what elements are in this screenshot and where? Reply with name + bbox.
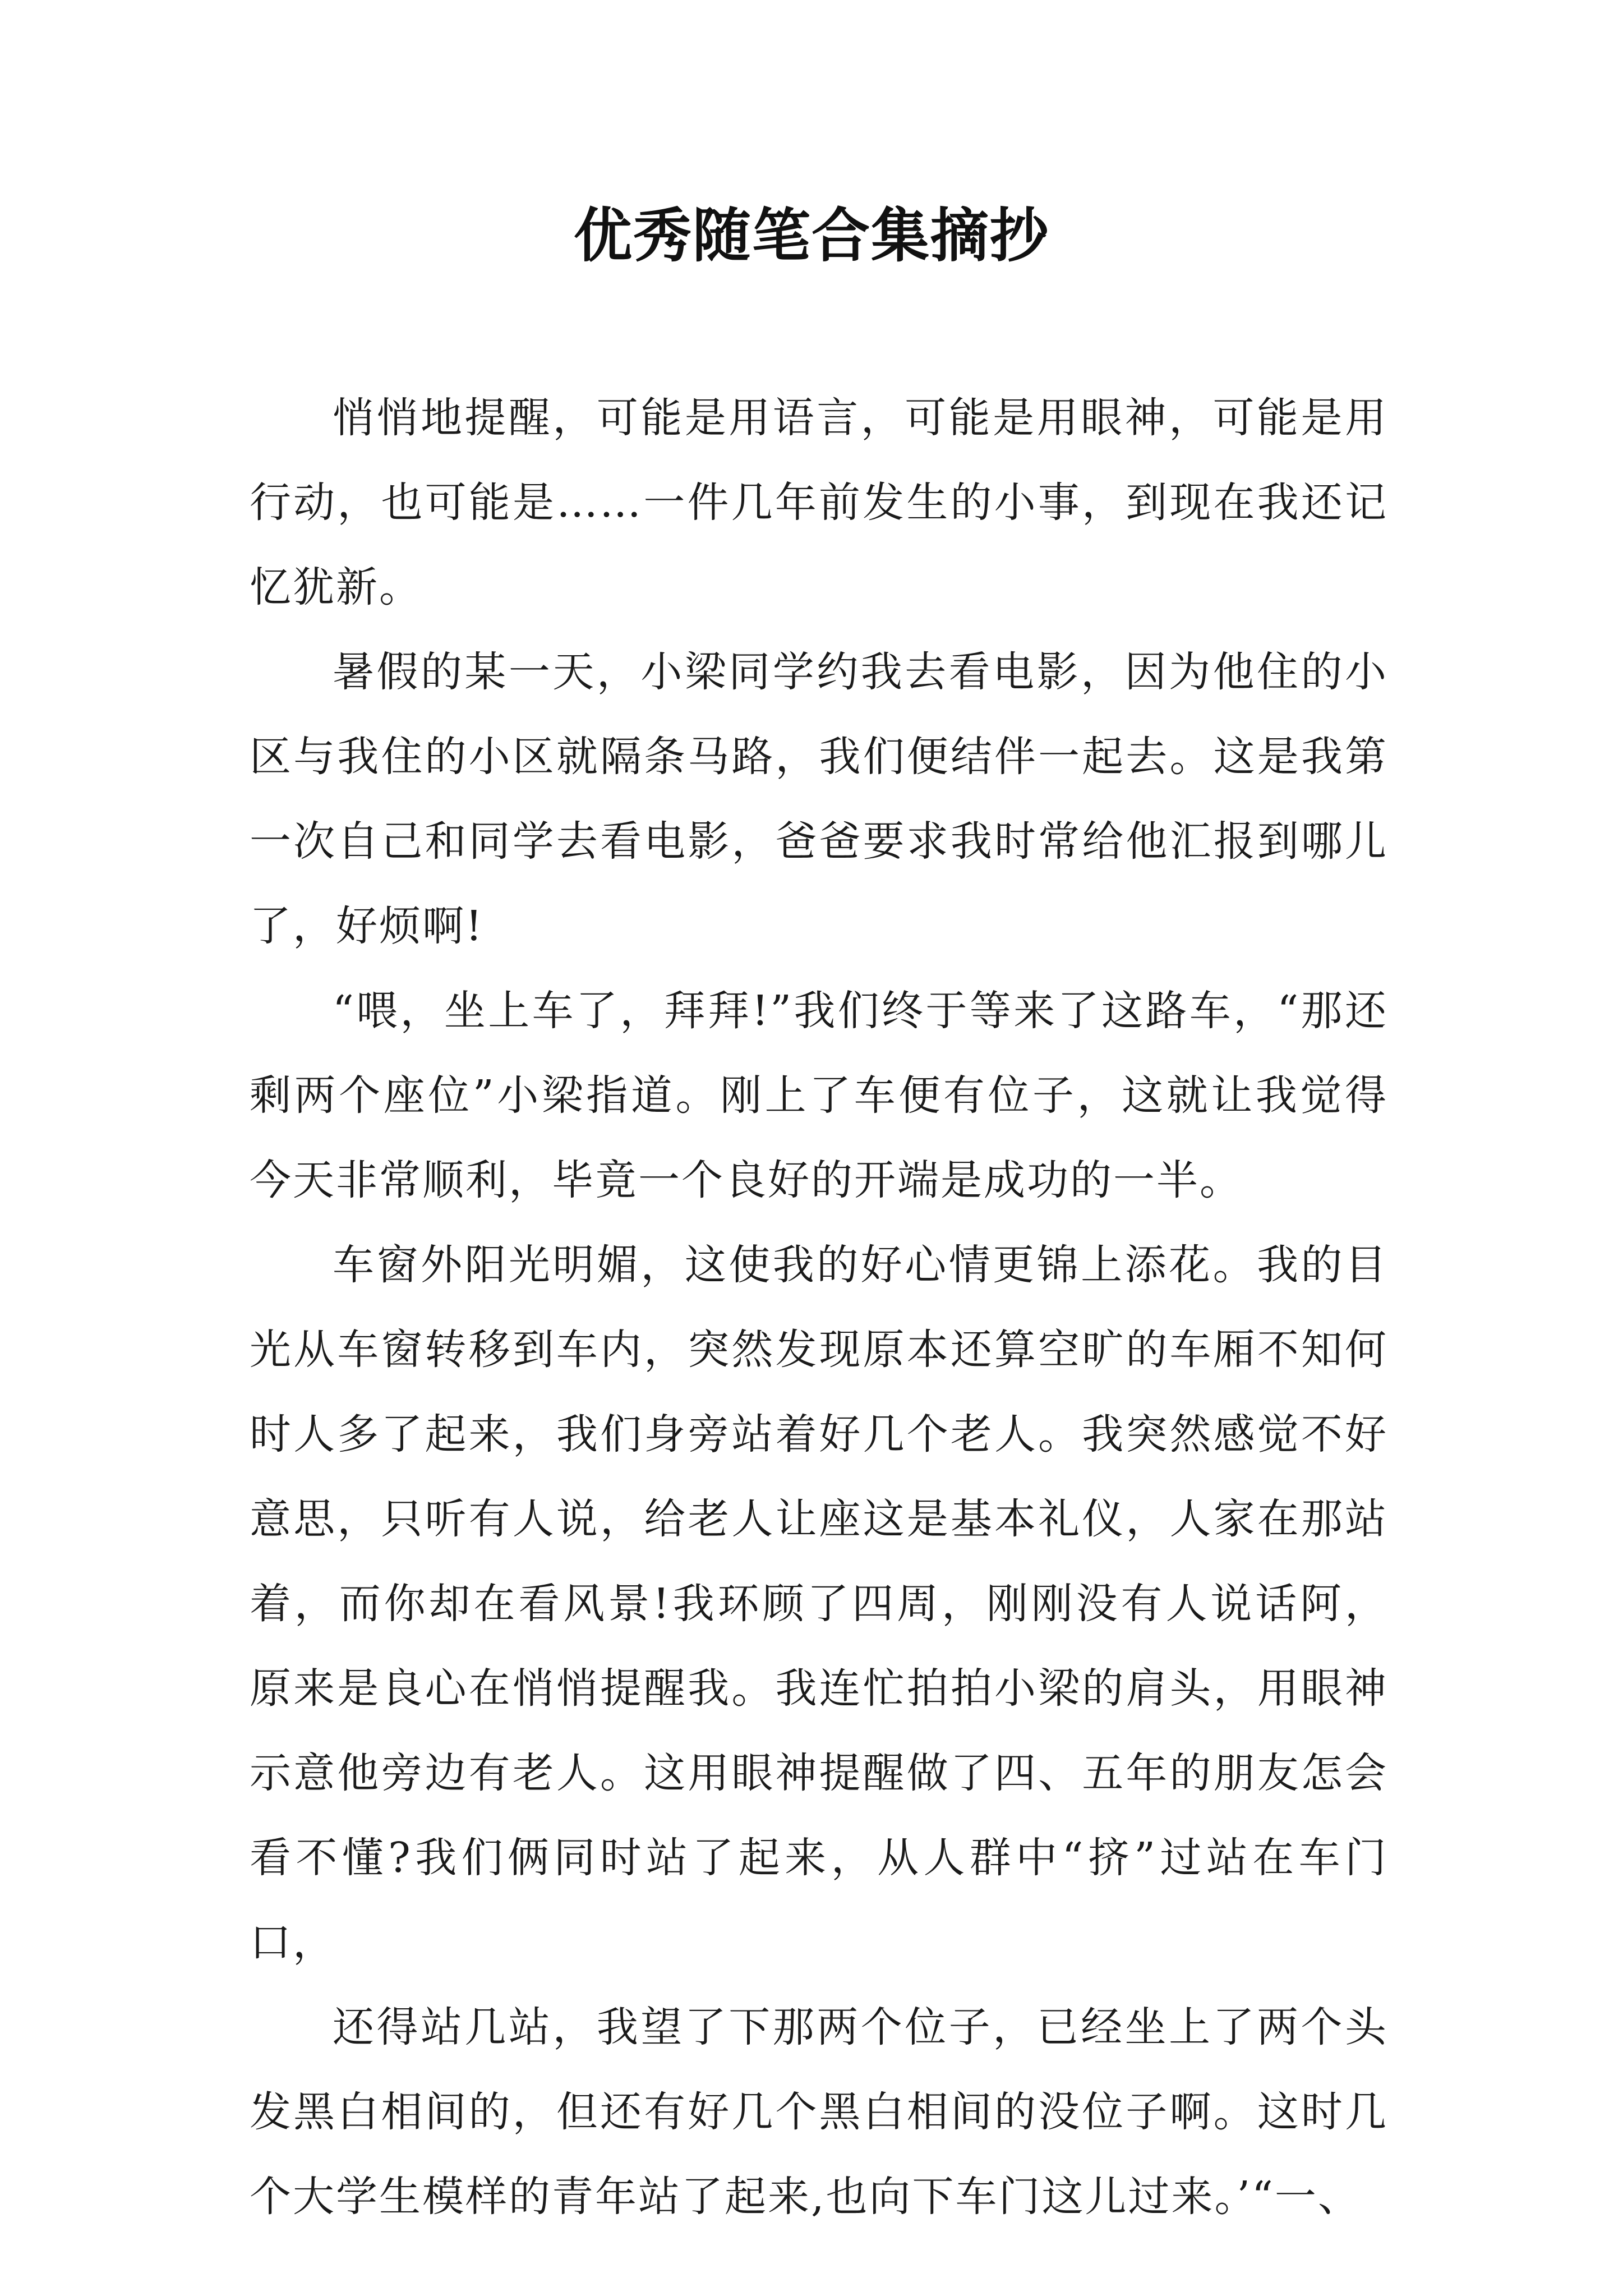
- paragraph-4: 车窗外阳光明媚，这使我的好心情更锦上添花。我的目光从车窗转移到车内，突然发现原本还算空旷的车厢不知何时人多了起来，我们身旁站着好几个老人。我突然感觉不好意思，只听有人说，给老人让座这是基本礼仪，人家在那站着，而你却在看风景!我环顾了四周，刚刚没有人说话阿，原来是良心在悄悄提醒我。我连忙拍拍小梁的肩头，用眼神示意他旁边有老人。这用眼神提醒做了四、五年的朋友怎会看不懂?我们俩同时站了起来，从人群中“挤”过站在车门口，: [250, 1241, 1388, 1967]
- document-title: 优秀随笔合集摘抄: [573, 201, 1049, 270]
- paragraph-5: 还得站几站，我望了下那两个位子，已经坐上了两个头发黑白相间的，但还有好几个黑白相间的没位子啊。这时几个大学生模样的青年站了起来,也向下车门这儿过来。’“一、: [250, 2003, 1388, 2221]
- paragraph-3: “喂，坐上车了，拜拜!”我们终于等来了这路车，“那还剩两个座位”小梁指道。刚上了车便有位子，这就让我觉得今天非常顺利，毕竟一个良好的开端是成功的一半。: [250, 987, 1388, 1204]
- paragraph-2: 暑假的某一天，小梁同学约我去看电影，因为他住的小区与我住的小区就隔条马路，我们便结伴一起去。这是我第一次自己和同学去看电影，爸爸要求我时常给他汇报到哪儿了，好烦啊!: [250, 648, 1388, 950]
- paragraph-1: 悄悄地提醒，可能是用语言，可能是用眼神，可能是用行动，也可能是……一件几年前发生的小事，到现在我还记忆犹新。: [250, 394, 1388, 611]
- document-body: [250, 376, 1388, 2239]
